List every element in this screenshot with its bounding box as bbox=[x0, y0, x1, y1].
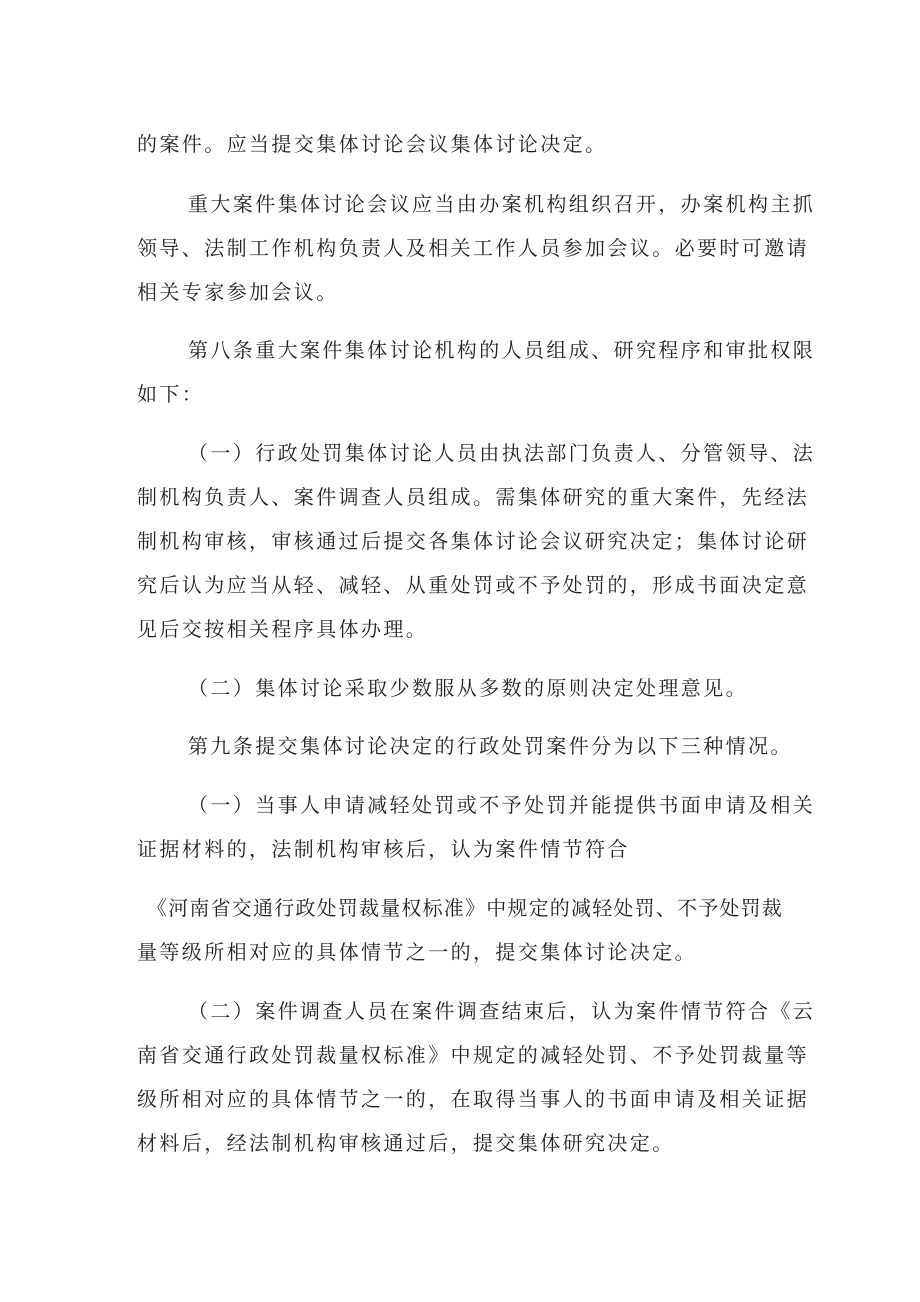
text-line: （二）集体讨论采取少数服从多数的原则决定处理意见。 bbox=[188, 676, 748, 700]
text-line: 领导、法制工作机构负责人及相关工作人员参加会议。必要时可邀请 bbox=[137, 236, 809, 260]
text-line: 如下： bbox=[137, 382, 205, 406]
text-line: 重大案件集体讨论会议应当由办案机构组织召开，办案机构主抓 bbox=[188, 192, 816, 216]
text-line: 级所相对应的具体情节之一的，在取得当事人的书面申请及相关证据 bbox=[137, 1087, 809, 1111]
text-line: 南省交通行政处罚裁量权标准》中规定的减轻处罚、不予处罚裁量等 bbox=[137, 1043, 809, 1067]
text-line: 的案件。应当提交集体讨论会议集体讨论决定。 bbox=[137, 132, 608, 156]
text-line: 相关专家参加会议。 bbox=[137, 280, 339, 304]
text-line: 证据材料的，法制机构审核后，认为案件情节符合 bbox=[137, 837, 630, 861]
text-line: 量等级所相对应的具体情节之一的，提交集体讨论决定。 bbox=[137, 940, 697, 964]
text-line: 第八条重大案件集体讨论机构的人员组成、研究程序和审批权限 bbox=[188, 338, 816, 362]
text-line: 材料后，经法制机构审核通过后，提交集体研究决定。 bbox=[137, 1131, 675, 1155]
text-line: 《河南省交通行政处罚裁量权标准》中规定的减轻处罚、不予处罚裁 bbox=[147, 896, 783, 920]
text-line: （二）案件调查人员在案件调查结束后，认为案件情节符合《云 bbox=[188, 999, 816, 1023]
text-line: 制机构审核，审核通过后提交各集体讨论会议研究决定；集体讨论研 bbox=[137, 529, 809, 553]
text-line: （一）行政处罚集体讨论人员由执法部门负责人、分管领导、法 bbox=[188, 441, 816, 465]
text-line: （一）当事人申请减轻处罚或不予处罚并能提供书面申请及相关 bbox=[188, 793, 816, 817]
text-line: 见后交按相关程序具体办理。 bbox=[137, 617, 429, 641]
text-line: 究后认为应当从轻、减轻、从重处罚或不予处罚的，形成书面决定意 bbox=[137, 573, 809, 597]
text-line: 第九条提交集体讨论决定的行政处罚案件分为以下三种情况。 bbox=[188, 734, 793, 758]
text-line: 制机构负责人、案件调查人员组成。需集体研究的重大案件，先经法 bbox=[137, 485, 809, 509]
